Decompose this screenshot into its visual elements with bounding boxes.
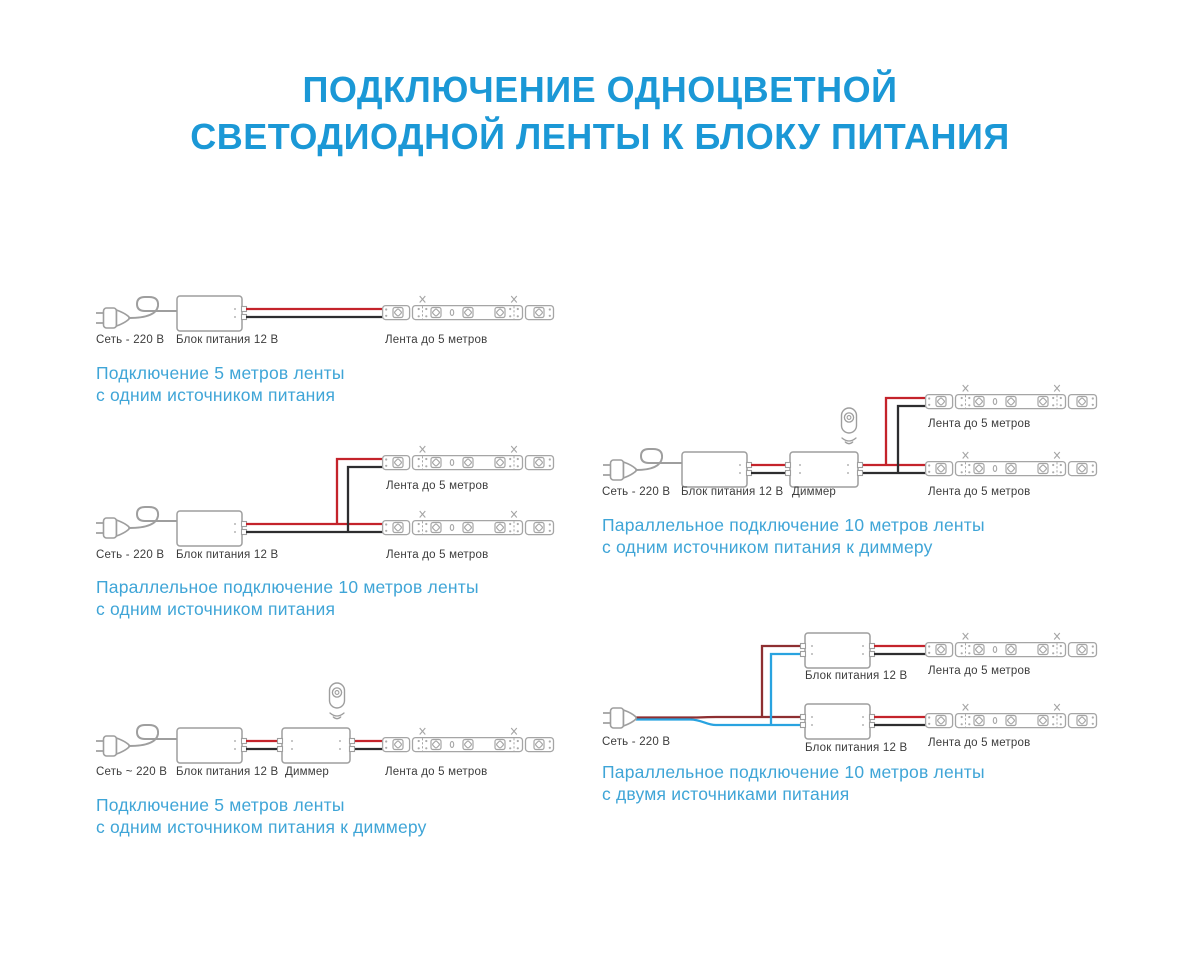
plug-icon [96,736,129,756]
label-psu-bottom: Блок питания 12 В [805,742,908,754]
led-strip-icon [926,385,1097,409]
wire-live [636,646,801,718]
diagram-5 [603,633,1097,739]
led-strip-icon [383,296,554,320]
wire-red [246,459,383,524]
caption-line2: с одним источником питания к диммеру [602,537,933,557]
label-strip-top: Лента до 5 метров [386,480,489,492]
caption-line2: с одним источником питания [96,599,336,619]
caption-line1: Подключение 5 метров ленты [96,795,345,815]
led-strip-icon [383,511,554,535]
label-mains: Сеть - 220 В [96,549,165,561]
label-mains: Сеть - 220 В [602,736,671,748]
label-mains: Сеть ~ 220 В [96,766,168,778]
wire-black [874,654,926,725]
caption-diagram-4 [602,514,985,558]
caption-diagram-3 [96,794,427,838]
led-strip-icon [926,633,1097,657]
remote-icon [330,683,345,719]
label-strip-top: Лента до 5 метров [928,418,1031,430]
label-psu: Блок питания 12 В [176,549,279,561]
page-title-line1: ПОДКЛЮЧЕНИЕ ОДНОЦВЕТНОЙ [302,69,898,110]
caption-line2: с одним источником питания [96,385,336,405]
label-dimmer: Диммер [792,486,837,498]
wire-neutral [636,654,801,725]
led-strip-icon [926,452,1097,476]
psu-box [177,728,247,763]
power-cord [129,297,178,318]
label-strip-top: Лента до 5 метров [928,665,1031,677]
caption-line2: с одним источником питания к диммеру [96,817,427,837]
led-strip-icon [383,728,554,752]
psu-box [801,704,875,739]
plug-icon [96,308,129,328]
caption-line1: Параллельное подключение 10 метров ленты [96,577,479,597]
remote-icon [842,408,857,444]
diagram-1 [96,296,554,331]
label-strip-bottom: Лента до 5 метров [386,549,489,561]
label-strip: Лента до 5 метров [385,334,488,346]
psu-box [177,511,247,546]
caption-diagram-1 [96,362,345,406]
plug-icon [603,708,636,728]
plug-icon [603,460,636,480]
caption-line1: Параллельное подключение 10 метров ленты [602,515,985,535]
psu-box [177,296,247,331]
power-cord [129,725,178,746]
caption-line2: с двумя источниками питания [602,784,850,804]
power-cord [636,449,683,470]
label-psu: Блок питания 12 В [176,334,279,346]
dimmer-box [786,452,863,487]
psu-box [801,633,875,668]
caption-diagram-5 [602,761,985,805]
caption-diagram-2 [96,576,479,620]
label-strip: Лента до 5 метров [385,766,488,778]
power-cord [129,507,178,528]
caption-line1: Подключение 5 метров ленты [96,363,345,383]
label-psu: Блок питания 12 В [681,486,784,498]
label-dimmer: Диммер [285,766,330,778]
label-strip-bottom: Лента до 5 метров [928,486,1031,498]
led-strip-icon [383,446,554,470]
label-mains: Сеть - 220 В [96,334,165,346]
label-psu-top: Блок питания 12 В [805,670,908,682]
psu-box [682,452,752,487]
plug-icon [96,518,129,538]
page-title-line2: СВЕТОДИОДНОЙ ЛЕНТЫ К БЛОКУ ПИТАНИЯ [190,116,1010,157]
caption-line1: Параллельное подключение 10 метров ленты [602,762,985,782]
label-psu: Блок питания 12 В [176,766,279,778]
diagram-2 [96,446,554,546]
diagram-4 [603,385,1097,487]
label-strip-bottom: Лента до 5 метров [928,737,1031,749]
diagram-3 [96,683,554,763]
wire-black [246,467,383,532]
dimmer-box [278,728,355,763]
led-strip-icon [926,704,1097,728]
label-mains: Сеть - 220 В [602,486,671,498]
